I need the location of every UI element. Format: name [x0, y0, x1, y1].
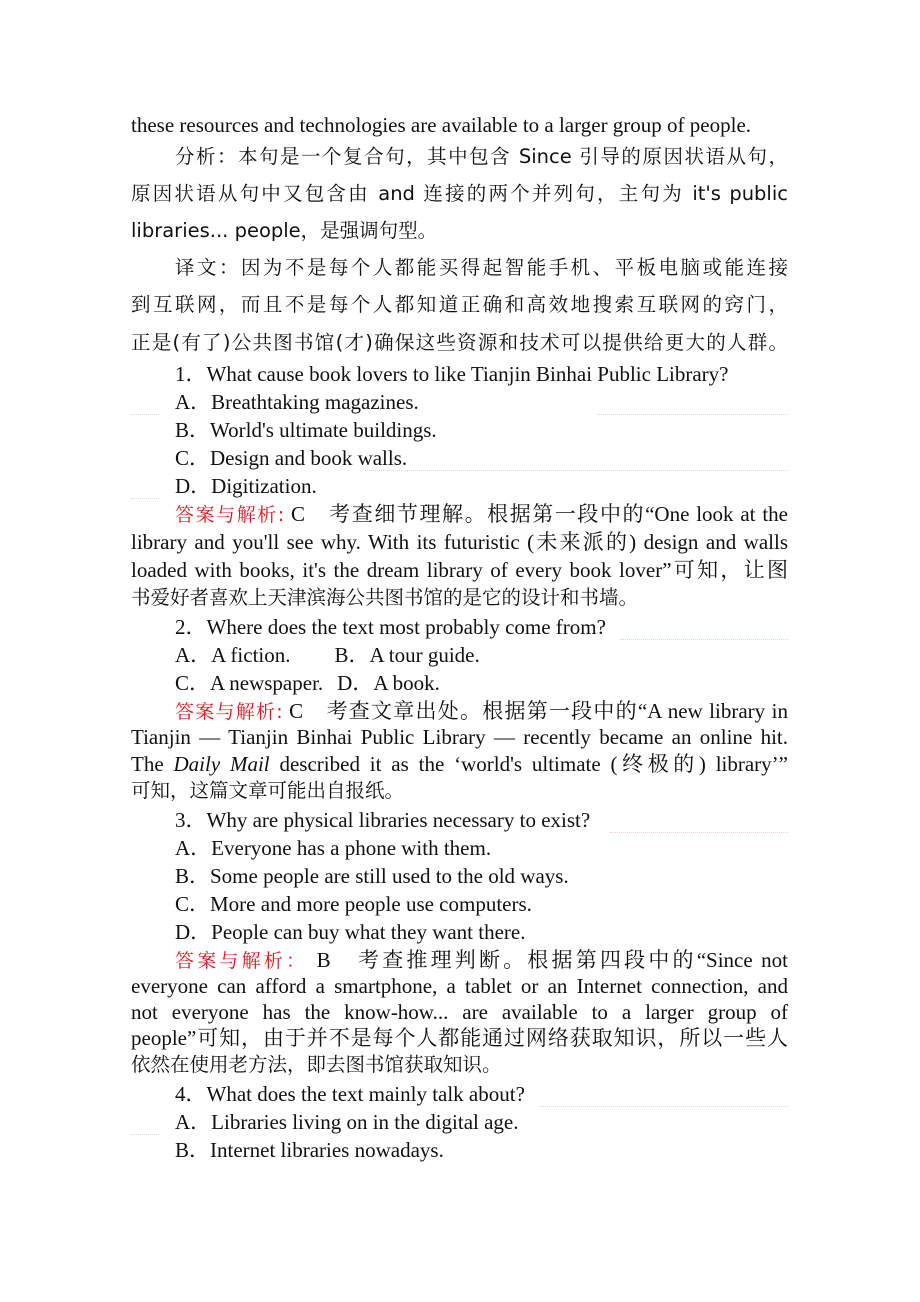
q1-option-b: B．World's ultimate buildings. [175, 418, 437, 442]
q1-answer-line: library and you'll see why. With its futuristic (未来派的) design and walls [131, 530, 788, 554]
q3-answer-line: not everyone has the know-how... are available to a larger group of [131, 1000, 788, 1024]
question-3-stem: 3．Why are physical libraries necessary to exist? [175, 808, 591, 832]
q1-answer-line: 书爱好者喜欢上天津滨海公共图书馆的是它的设计和书墙。 [131, 586, 639, 609]
q4-option-b: B．Internet libraries nowadays. [175, 1138, 444, 1162]
dotted-rule [131, 498, 159, 499]
analysis-line: libraries... people，是强调句型。 [131, 219, 438, 242]
q3-option-a: A．Everyone has a phone with them. [175, 836, 492, 860]
dotted-rule [131, 1134, 159, 1135]
analysis-line: 分析：本句是一个复合句，其中包含 Since 引导的原因状语从句， [175, 145, 788, 168]
q3-answer-line [175, 946, 788, 974]
translation-line: 到互联网，而且不是每个人都知道正确和高效地搜索互联网的窍门， [131, 293, 788, 316]
q3-answer-line: people”可知，由于并不是每个人都能通过网络获取知识，所以一些人 [131, 1026, 788, 1050]
analysis-line: 原因状语从句中又包含由 and 连接的两个并列句，主句为 it's public [131, 182, 788, 205]
answer-label: 答案与解析: [175, 504, 285, 526]
q1-option-c: C．Design and book walls. [175, 446, 408, 470]
q2-option-c: C．A newspaper. [175, 671, 324, 695]
translation-line: 译文：因为不是每个人都能买得起智能手机、平板电脑或能连接 [175, 256, 788, 279]
q4-option-a: A．Libraries living on in the digital age. [175, 1110, 519, 1134]
q2-answer-line: Tianjin — Tianjin Binhai Public Library — recently became an online hit. [131, 725, 788, 749]
answer-text: The [131, 752, 174, 776]
answer-text: described it as the ‘world's ultimate (终极的) library’” [269, 752, 788, 776]
q2-option-a: A．A fiction. [175, 643, 291, 667]
q2-option-d: D．A book. [337, 671, 440, 695]
q2-answer-line [131, 750, 788, 778]
dotted-rule [131, 414, 159, 415]
q1-answer-line: loaded with books, it's the dream library of every book lover”可知，让图 [131, 558, 788, 582]
q2-option-b: B．A tour guide. [334, 643, 480, 667]
q2-options-cd [175, 669, 788, 697]
answer-text: C 考查细节理解。根据第一段中的“One look at the [284, 502, 788, 526]
dotted-rule [620, 639, 788, 640]
q1-answer-line [175, 500, 788, 528]
question-2-stem: 2．Where does the text most probably come from? [175, 615, 606, 639]
dotted-rule [540, 1106, 788, 1107]
newspaper-name: Daily Mail [173, 752, 270, 776]
question-1-stem: 1．What cause book lovers to like Tianjin Binhai Public Library? [175, 362, 729, 386]
q3-option-c: C．More and more people use computers. [175, 892, 532, 916]
q3-option-d: D．People can buy what they want there. [175, 920, 526, 944]
q1-option-d: D．Digitization. [175, 474, 317, 498]
q2-answer-line: 可知，这篇文章可能出自报纸。 [131, 779, 405, 802]
answer-label: 答案与解析: [175, 701, 283, 723]
answer-label: 答案与解析： [175, 950, 309, 972]
translation-line: 正是(有了)公共图书馆(才)确保这些资源和技术可以提供给更大的人群。 [131, 331, 788, 354]
q1-option-a: A．Breathtaking magazines. [175, 390, 419, 414]
answer-text: C 考查文章出处。根据第一段中的“A new library in [282, 699, 788, 723]
q3-answer-line: 依然在使用老方法，即去图书馆获取知识。 [131, 1053, 502, 1076]
q3-answer-line: everyone can afford a smartphone, a tablet or an Internet connection, and [131, 974, 788, 998]
q2-answer-line [175, 697, 788, 725]
q2-options-ab [175, 641, 788, 669]
question-4-stem: 4．What does the text mainly talk about? [175, 1082, 525, 1106]
answer-text: B 考查推理判断。根据第四段中的“Since not [308, 948, 788, 972]
dotted-rule [610, 832, 788, 833]
dotted-rule [365, 470, 788, 471]
passage-tail: these resources and technologies are available to a larger group of people. [131, 113, 752, 137]
dotted-rule [597, 414, 788, 415]
q3-option-b: B．Some people are still used to the old ways. [175, 864, 569, 888]
